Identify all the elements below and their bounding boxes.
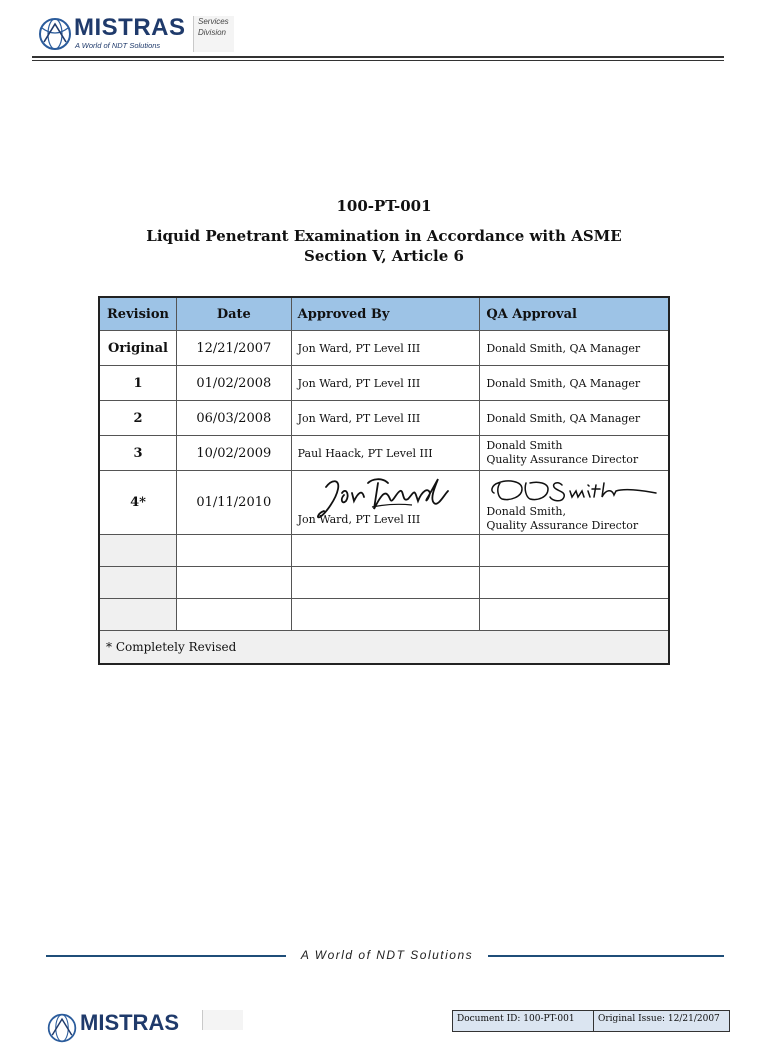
qa-signed-block [486,505,638,533]
table-row [99,401,669,436]
cell-qa-approval [480,471,669,535]
header-revision: Revision [99,297,176,331]
document-title-line-1: Liquid Penetrant Examination in Accordance with ASME [146,227,622,245]
globe-logo-icon [46,1012,78,1044]
qa-approval-title: Quality Assurance Director [486,519,639,532]
cell-approved-by: Jon Ward, PT Level III [291,366,480,401]
table-footnote: * Completely Revised [99,631,669,665]
cell-revision-empty [99,599,176,631]
division-label [193,16,234,52]
cell-qa-approval: Donald Smith, QA Manager [480,331,669,366]
footer-tagline: A World of NDT Solutions [300,948,474,962]
table-footnote-row [99,631,669,665]
brand-name: MISTRAS [74,14,186,41]
qa-approval-title: Quality Assurance Director [486,453,639,466]
cell-qa-approval: Donald Smith, QA Manager [480,366,669,401]
document-info-box [452,1010,730,1032]
qa-approval-name: Donald Smith [486,439,563,452]
cell-revision: Original [99,331,176,366]
cell-revision: 2 [99,401,176,436]
footer-original-issue: Original Issue: 12/21/2007 [598,1014,720,1024]
cell-approved-by-empty [291,535,480,567]
division-line-2: Division [198,28,227,37]
table-row [99,436,669,471]
cell-revision: 1 [99,366,176,401]
footer-document-id: Document ID: 100-PT-001 [453,1011,594,1031]
cell-revision: 4* [99,471,176,535]
header-logo [38,14,238,56]
cell-approved-by-empty [291,567,480,599]
footer-logo [46,1010,246,1040]
cell-qa-approval-empty [480,535,669,567]
header-rule-thin [32,60,724,61]
table-row-blank [99,535,669,567]
brand-tagline: A World of NDT Solutions [75,41,161,50]
document-id: 100-PT-001 [336,197,432,215]
division-line-1: Services [198,17,229,26]
globe-logo-icon [38,16,72,52]
table-header-row [99,297,669,331]
cell-date: 01/11/2010 [176,471,291,535]
table-row-blank [99,567,669,599]
document-title-line-2: Section V, Article 6 [304,247,464,265]
cell-qa-approval: Donald Smith, QA Manager [480,401,669,436]
cell-approved-by: Paul Haack, PT Level III [291,436,480,471]
cell-approved-by: Jon Ward, PT Level III [291,331,480,366]
cell-qa-approval-empty [480,567,669,599]
header-date: Date [176,297,291,331]
approved-by-name: Jon Ward, PT Level III [297,513,421,526]
cell-qa-approval-empty [480,599,669,631]
footer-rule-right [488,955,724,957]
cell-date: 10/02/2009 [176,436,291,471]
table-row [99,331,669,366]
footer-rule-left [46,955,286,957]
signature-donald-smith [486,475,662,505]
header-rule [32,56,724,58]
header-qa-approval: QA Approval [480,297,669,331]
cell-revision-empty [99,535,176,567]
footer-brand-name: MISTRAS [80,1010,179,1035]
header-approved-by: Approved By [291,297,480,331]
cell-approved-by: Jon Ward, PT Level III [291,401,480,436]
table-row-signed [99,471,669,535]
revision-table [98,296,670,665]
cell-date-empty [176,535,291,567]
cell-date-empty [176,567,291,599]
qa-approval-name: Donald Smith, [486,505,566,518]
table-row [99,366,669,401]
cell-date: 06/03/2008 [176,401,291,436]
footer-division-box [202,1010,243,1030]
cell-revision: 3 [99,436,176,471]
document-title [0,226,768,266]
cell-approved-by-empty [291,599,480,631]
cell-approved-by [291,471,480,535]
cell-date: 01/02/2008 [176,366,291,401]
cell-revision-empty [99,567,176,599]
cell-date-empty [176,599,291,631]
cell-qa-approval [480,436,669,471]
cell-date: 12/21/2007 [176,331,291,366]
table-row-blank [99,599,669,631]
